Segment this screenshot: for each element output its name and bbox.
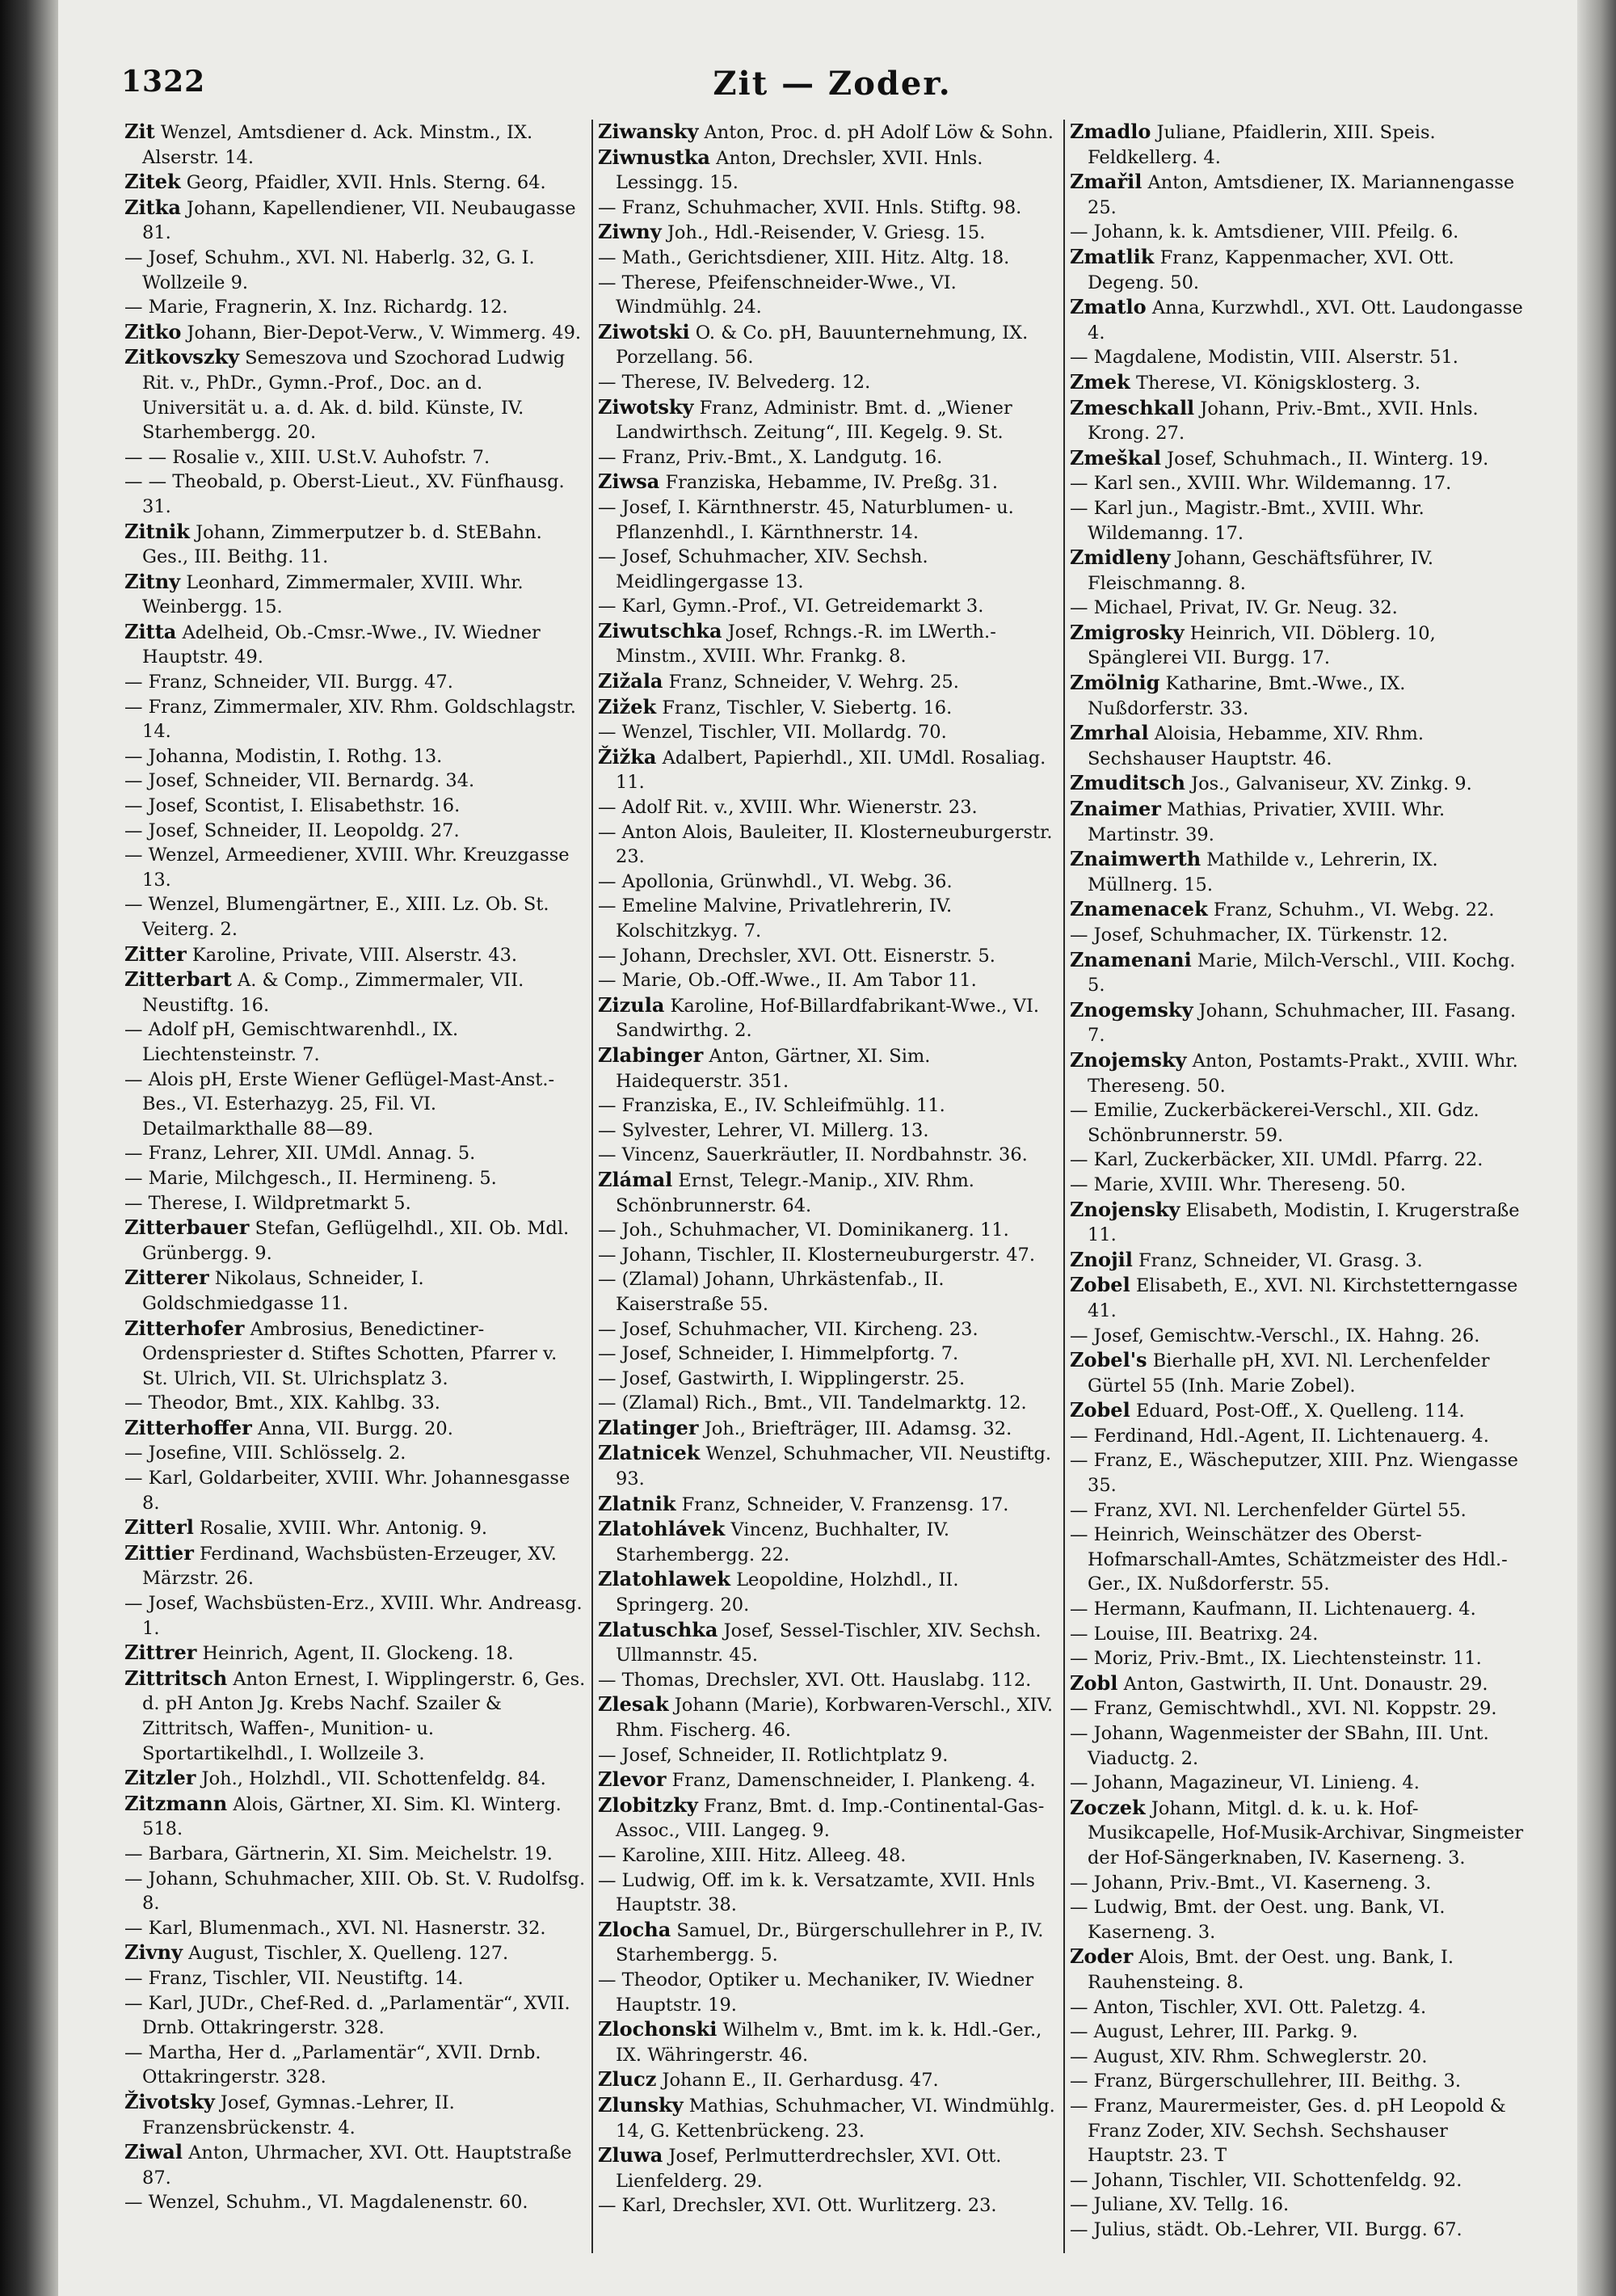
running-title: Zit — Zoder. xyxy=(713,65,952,103)
directory-entry: Zit Wenzel, Amtsdiener d. Ack. Minstm., IX. Alserstr. 14. xyxy=(124,120,533,168)
directory-entry: Zitko Johann, Bier-Depot-Verw., V. Wimmerg. 49. xyxy=(124,319,582,343)
entry-surname: Zlatohlávek xyxy=(598,1517,726,1541)
directory-entry: — Karoline, XIII. Hitz. Alleeg. 48. xyxy=(598,1844,907,1866)
directory-entry: Zmatlo Anna, Kurzwhdl., XVI. Ott. Laudongasse 4. xyxy=(1070,295,1523,343)
directory-entry: — Moriz, Priv.-Bmt., IX. Liechtensteinstr. 11. xyxy=(1070,1648,1482,1670)
entry-surname: Zit xyxy=(124,120,155,143)
entry-surname: Zlatnik xyxy=(598,1491,676,1515)
directory-entry: — Johann, Wagenmeister der SBahn, III. Unt. Viaductg. 2. xyxy=(1070,1723,1489,1769)
entry-surname: Zoczek xyxy=(1070,1795,1146,1819)
directory-entry: — Vincenz, Sauerkräutler, II. Nordbahnstr. 36. xyxy=(598,1144,1028,1166)
entry-surname: Zmatlo xyxy=(1070,295,1147,319)
directory-entry: Zmařil Anton, Amtsdiener, IX. Mariannengasse 25. xyxy=(1070,170,1515,218)
entry-surname: Zitterhoffer xyxy=(124,1415,252,1439)
entry-surname: Zobl xyxy=(1070,1670,1118,1695)
directory-entry: Zižek Franz, Tischler, V. Siebertg. 16. xyxy=(598,694,953,718)
directory-entry: Zittier Ferdinand, Wachsbüsten-Erzeuger, XV. Märzstr. 26. xyxy=(124,1540,557,1590)
entry-surname: Životsky xyxy=(124,2089,215,2113)
entry-surname: Zlatuschka xyxy=(598,1617,718,1641)
directory-entry: — Franz, Bürgerschullehrer, III. Beithg. 3. xyxy=(1070,2071,1462,2092)
directory-entry: — Hermann, Kaufmann, II. Lichtenauerg. 4. xyxy=(1070,1599,1476,1620)
directory-entry: Ziwnustka Anton, Drechsler, XVII. Hnls. Lessingg. 15. xyxy=(598,145,983,194)
directory-columns xyxy=(120,120,1543,2253)
directory-entry: Zluwa Josef, Perlmutterdrechsler, XVI. Ott. Lienfelderg. 29. xyxy=(598,2143,1002,2192)
directory-entry: Zitterbauer Stefan, Geflügelhdl., XII. Ob. Mdl. Grünbergg. 9. xyxy=(124,1215,570,1264)
directory-entry: Zlunsky Mathias, Schuhmacher, VI. Windmühlg. 14, G. Kettenbrückeng. 23. xyxy=(598,2092,1055,2142)
directory-entry: Ziwal Anton, Uhrmacher, XVI. Ott. Hauptstraße 87. xyxy=(124,2140,572,2189)
directory-entry: — Ferdinand, Hdl.-Agent, II. Lichtenauerg. 4. xyxy=(1070,1425,1489,1447)
entry-surname: Zizula xyxy=(598,992,665,1017)
directory-entry: Ziwansky Anton, Proc. d. pH Adolf Löw & Sohn. xyxy=(598,120,1054,143)
entry-surname: Ziwal xyxy=(124,2140,183,2164)
directory-entry: Zitka Johann, Kapellendiener, VII. Neubaugasse 81. xyxy=(124,195,576,244)
directory-entry: — Karl, Goldarbeiter, XVIII. Whr. Johannesgasse 8. xyxy=(124,1468,570,1514)
directory-entry: — Franz, Gemischtwhdl., XVI. Nl. Koppstr. 29. xyxy=(1070,1698,1497,1720)
directory-entry: — Michael, Privat, IV. Gr. Neug. 32. xyxy=(1070,597,1398,619)
entry-surname: Ziwansky xyxy=(598,120,699,143)
directory-entry: — Franz, Maurermeister, Ges. d. pH Leopold & Franz Zoder, XIV. Sechsh. Sechshauser Hauptstr. 23. T xyxy=(1070,2095,1506,2167)
directory-entry: Zmölnig Katharine, Bmt.-Wwe., IX. Nußdorferstr. 33. xyxy=(1070,671,1406,719)
directory-entry: Ziwutschka Josef, Rchngs.-R. im LWerth.-Minstm., XVIII. Whr. Frankg. 8. xyxy=(598,618,996,668)
entry-surname: Zobel's xyxy=(1070,1348,1147,1372)
directory-entry: — Barbara, Gärtnerin, XI. Sim. Meichelstr. 19. xyxy=(124,1843,553,1864)
directory-entry: Životsky Josef, Gymnas.-Lehrer, II. Franzensbrückenstr. 4. xyxy=(124,2089,455,2138)
entry-surname: Zitterbart xyxy=(124,967,232,992)
entry-surname: Zitzmann xyxy=(124,1791,228,1815)
entry-surname: Zobel xyxy=(1070,1398,1130,1422)
directory-entry: — Wenzel, Armeediener, XVIII. Whr. Kreuzgasse 13. xyxy=(124,845,570,891)
directory-entry: — Adolf Rit. v., XVIII. Whr. Wienerstr. 23. xyxy=(598,797,978,819)
directory-entry: — Wenzel, Schuhm., VI. Magdalenenstr. 60. xyxy=(124,2192,528,2214)
directory-entry: — Karl, Blumenmach., XVI. Nl. Hasnerstr. 32. xyxy=(124,1917,546,1939)
entry-surname: Zlevor xyxy=(598,1767,667,1792)
directory-entry: Zitzmann Alois, Gärtner, XI. Sim. Kl. Winterg. 518. xyxy=(124,1791,562,1840)
directory-entry: — Josef, Schuhmacher, IX. Türkenstr. 12. xyxy=(1070,925,1449,946)
directory-entry: — Ludwig, Bmt. der Oest. ung. Bank, VI. Kaserneng. 3. xyxy=(1070,1897,1446,1943)
directory-entry: Zobel's Bierhalle pH, XVI. Nl. Lerchenfelder Gürtel 55 (Inh. Marie Zobel). xyxy=(1070,1348,1490,1397)
entry-surname: Zittritsch xyxy=(124,1666,228,1690)
directory-entry: — Franziska, E., IV. Schleifmühlg. 11. xyxy=(598,1095,945,1117)
directory-entry: — Johann, Drechsler, XVI. Ott. Eisnerstr. 5. xyxy=(598,945,995,967)
directory-entry: — Franz, Schuhmacher, XVII. Hnls. Stiftg. 98. xyxy=(598,196,1022,218)
entry-surname: Znamenacek xyxy=(1070,897,1208,921)
entry-surname: Zmölnig xyxy=(1070,671,1160,695)
entry-surname: Zitka xyxy=(124,195,181,219)
directory-entry: — — Theobald, p. Oberst-Lieut., XV. Fünfhausg. 31. xyxy=(124,471,565,517)
directory-entry: — Wenzel, Blumengärtner, E., XIII. Lz. Ob. St. Veiterg. 2. xyxy=(124,894,549,940)
directory-entry: Zmeschkall Johann, Priv.-Bmt., XVII. Hnls. Krong. 27. xyxy=(1070,395,1479,444)
directory-entry: — Anton Alois, Bauleiter, II. Klosterneuburgerstr. 23. xyxy=(598,821,1053,868)
directory-entry: Znaimer Mathias, Privatier, XVIII. Whr. Martinstr. 39. xyxy=(1070,797,1446,845)
directory-entry: — — Rosalie v., XIII. U.St.V. Auhofstr. 7. xyxy=(124,446,490,468)
column-2 xyxy=(591,120,1063,2253)
directory-entry: Zitkovszky Semeszova und Szochorad Ludwig Rit. v., PhDr., Gymn.-Prof., Doc. an d. Universität u. a. d. Ak. d. bild. Künste, IV. Starhembergg. 20. xyxy=(124,345,566,444)
entry-surname: Zitnik xyxy=(124,519,190,543)
entry-surname: Zmuditsch xyxy=(1070,771,1185,795)
entry-surname: Zlucz xyxy=(598,2067,657,2092)
entry-surname: Zlesak xyxy=(598,1692,669,1717)
directory-entry: Zitterhoffer Anna, VII. Burgg. 20. xyxy=(124,1415,453,1439)
entry-surname: Zlatnicek xyxy=(598,1441,701,1465)
directory-entry: — Wenzel, Tischler, VII. Mollardg. 70. xyxy=(598,722,947,744)
directory-entry: Zobl Anton, Gastwirth, II. Unt. Donaustr. 29. xyxy=(1070,1670,1488,1695)
directory-entry: Zitnik Johann, Zimmerputzer b. d. StEBahn. Ges., III. Beithg. 11. xyxy=(124,519,542,568)
entry-surname: Zmigrosky xyxy=(1070,620,1185,644)
directory-entry: Zlobitzky Franz, Bmt. d. Imp.-Continental-Gas-Assoc., VIII. Langeg. 9. xyxy=(598,1793,1045,1842)
entry-surname: Znojemsky xyxy=(1070,1047,1187,1072)
directory-entry: — Josef, Gemischtw.-Verschl., IX. Hahng. 26. xyxy=(1070,1325,1480,1346)
directory-entry: — Josef, Wachsbüsten-Erz., XVIII. Whr. Andreasg. 1. xyxy=(124,1593,583,1639)
directory-entry: — Josef, I. Kärnthnerstr. 45, Naturblumen- u. Pflanzenhdl., I. Kärnthnerstr. 14. xyxy=(598,496,1014,543)
entry-surname: Znojensky xyxy=(1070,1197,1180,1221)
directory-entry: — Therese, Pfeifenschneider-Wwe., VI. Windmühlg. 24. xyxy=(598,272,957,318)
entry-surname: Zmadlo xyxy=(1070,120,1151,143)
directory-entry: Zittrer Heinrich, Agent, II. Glockeng. 18. xyxy=(124,1641,514,1665)
entry-surname: Znaimwerth xyxy=(1070,847,1201,871)
entry-surname: Zittier xyxy=(124,1540,194,1565)
directory-entry: Zobel Eduard, Post-Off., X. Quelleng. 114. xyxy=(1070,1398,1465,1422)
entry-surname: Zižala xyxy=(598,669,663,693)
entry-surname: Zlámal xyxy=(598,1167,673,1191)
entry-surname: Zitkovszky xyxy=(124,345,240,369)
directory-entry: — Karl, JUDr., Chef-Red. d. „Parlamentär“, XVII. Drnb. Ottakringerstr. 328. xyxy=(124,1992,570,2039)
directory-entry: Zitzler Joh., Holzhdl., VII. Schottenfeldg. 84. xyxy=(124,1766,546,1790)
directory-entry: — Franz, Zimmermaler, XIV. Rhm. Goldschlagstr. 14. xyxy=(124,696,576,743)
entry-surname: Zitterer xyxy=(124,1266,209,1290)
directory-entry: — Franz, Schneider, VII. Burgg. 47. xyxy=(124,672,453,693)
directory-entry: — Karl sen., XVIII. Whr. Wildemanng. 17. xyxy=(1070,473,1452,495)
directory-entry: Zižala Franz, Schneider, V. Wehrg. 25. xyxy=(598,669,959,693)
column-3 xyxy=(1063,120,1535,2253)
directory-entry: — Josef, Schuhmacher, XIV. Sechsh. Meidlingergasse 13. xyxy=(598,546,928,592)
directory-entry: — (Zlamal) Johann, Uhrkästenfab., II. Kaiserstraße 55. xyxy=(598,1269,945,1315)
directory-entry: — Johanna, Modistin, I. Rothg. 13. xyxy=(124,745,443,767)
directory-entry: Zmigrosky Heinrich, VII. Döblerg. 10, Spänglerei VII. Burgg. 17. xyxy=(1070,620,1436,669)
directory-entry: Znojil Franz, Schneider, VI. Grasg. 3. xyxy=(1070,1247,1423,1271)
directory-entry: Znojensky Elisabeth, Modistin, I. Krugerstraße 11. xyxy=(1070,1197,1520,1246)
directory-entry: Zitterer Nikolaus, Schneider, I. Goldschmiedgasse 11. xyxy=(124,1266,424,1314)
entry-surname: Zlatohlawek xyxy=(598,1567,730,1591)
directory-entry: Zlámal Ernst, Telegr.-Manip., XIV. Rhm. Schönbrunnerstr. 64. xyxy=(598,1167,974,1216)
directory-entry: Zitta Adelheid, Ob.-Cmsr.-Wwe., IV. Wiedner Hauptstr. 49. xyxy=(124,619,541,668)
directory-entry: — Ludwig, Off. im k. k. Versatzamte, XVII. Hnls Hauptstr. 38. xyxy=(598,1869,1035,1916)
directory-entry: — Johann, k. k. Amtsdiener, VIII. Pfeilg. 6. xyxy=(1070,221,1459,243)
entry-surname: Ziwnustka xyxy=(598,145,710,169)
entry-surname: Zluwa xyxy=(598,2143,663,2168)
entry-surname: Zitek xyxy=(124,170,181,194)
entry-surname: Ziwny xyxy=(598,220,662,244)
directory-entry: — Anton, Tischler, XVI. Ott. Paletzg. 4. xyxy=(1070,1996,1427,2018)
directory-entry: — Emeline Malvine, Privatlehrerin, IV. Kolschitzkyg. 7. xyxy=(598,895,953,942)
entry-surname: Zitterhofer xyxy=(124,1316,245,1340)
entry-surname: Zitterbauer xyxy=(124,1215,250,1240)
directory-entry: — Marie, Fragnerin, X. Inz. Richardg. 12. xyxy=(124,297,508,318)
directory-entry: — Franz, XVI. Nl. Lerchenfelder Gürtel 55. xyxy=(1070,1499,1467,1521)
entry-surname: Zmatlik xyxy=(1070,244,1155,268)
directory-entry: — Thomas, Drechsler, XVI. Ott. Hauslabg. 112. xyxy=(598,1669,1032,1691)
entry-surname: Zmek xyxy=(1070,369,1130,394)
directory-entry: — Josef, Schneider, II. Leopoldg. 27. xyxy=(124,819,460,841)
directory-entry: Zmatlik Franz, Kappenmacher, XVI. Ott. Degeng. 50. xyxy=(1070,244,1454,293)
directory-entry: — Karl jun., Magistr.-Bmt., XVIII. Whr. Wildemanng. 17. xyxy=(1070,497,1425,544)
directory-entry: — Marie, Ob.-Off.-Wwe., II. Am Tabor 11. xyxy=(598,970,977,992)
directory-entry: — Franz, E., Wäscheputzer, XIII. Pnz. Wiengasse 35. xyxy=(1070,1450,1518,1497)
directory-entry: — Franz, Tischler, VII. Neustiftg. 14. xyxy=(124,1967,464,1989)
directory-entry: Ziwotski O. & Co. pH, Bauunternehmung, IX. Porzellang. 56. xyxy=(598,319,1029,369)
entry-surname: Zitter xyxy=(124,942,187,966)
entry-surname: Zoder xyxy=(1070,1944,1134,1969)
directory-entry: — Marie, Milchgesch., II. Hermineng. 5. xyxy=(124,1167,497,1189)
entry-surname: Zmidleny xyxy=(1070,546,1171,570)
directory-entry: Znogemsky Johann, Schuhmacher, III. Fasang. 7. xyxy=(1070,997,1517,1047)
directory-entry: Zitterhofer Ambrosius, Benedictiner-Ordenspriester d. Stiftes Schotten, Pfarrer v. St. Ulrich, VII. St. Ulrichsplatz 3. xyxy=(124,1316,558,1389)
entry-surname: Zlocha xyxy=(598,1917,671,1941)
directory-entry: Zitterbart A. & Comp., Zimmermaler, VII. Neustiftg. 16. xyxy=(124,967,524,1016)
directory-entry: — Josef, Scontist, I. Elisabethstr. 16. xyxy=(124,795,461,817)
directory-entry: — Johann, Tischler, II. Klosterneuburgerstr. 47. xyxy=(598,1244,1036,1266)
directory-entry: Žižka Adalbert, Papierhdl., XII. UMdl. Rosaliag. 11. xyxy=(598,744,1046,794)
entry-surname: Znojil xyxy=(1070,1247,1133,1271)
directory-entry: — Johann, Schuhmacher, XIII. Ob. St. V. Rudolfsg. 8. xyxy=(124,1868,586,1915)
directory-entry: — Josef, Schneider, VII. Bernardg. 34. xyxy=(124,770,475,792)
entry-surname: Zlunsky xyxy=(598,2092,684,2117)
directory-entry: Ziwny Joh., Hdl.-Reisender, V. Griesg. 15. xyxy=(598,220,986,244)
directory-entry: — Emilie, Zuckerbäckerei-Verschl., XII. Gdz. Schönbrunnerstr. 59. xyxy=(1070,1100,1479,1146)
directory-entry: — Marie, XVIII. Whr. Thereseng. 50. xyxy=(1070,1173,1406,1195)
directory-entry: — Josef, Schneider, II. Rotlichtplatz 9. xyxy=(598,1744,949,1766)
directory-entry: — Josef, Schuhmacher, VII. Kircheng. 23. xyxy=(598,1318,978,1340)
directory-entry: Znaimwerth Mathilde v., Lehrerin, IX. Müllnerg. 15. xyxy=(1070,847,1438,895)
directory-entry: — Therese, IV. Belvederg. 12. xyxy=(598,371,871,393)
directory-entry: Zmek Therese, VI. Königsklosterg. 3. xyxy=(1070,369,1421,394)
entry-surname: Znamenani xyxy=(1070,947,1192,971)
entry-surname: Znogemsky xyxy=(1070,997,1193,1022)
entry-surname: Ziwotski xyxy=(598,319,690,343)
directory-entry: Zmrhal Aloisia, Hebamme, XIV. Rhm. Sechshauser Hauptstr. 46. xyxy=(1070,721,1424,769)
directory-entry: Zmadlo Juliane, Pfaidlerin, XIII. Speis. Feldkellerg. 4. xyxy=(1070,120,1436,168)
directory-entry: — Johann, Tischler, VII. Schottenfeldg. 92. xyxy=(1070,2169,1462,2191)
directory-entry: — Theodor, Bmt., XIX. Kahlbg. 33. xyxy=(124,1392,440,1414)
entry-surname: Zitzler xyxy=(124,1766,196,1790)
directory-entry: — Josef, Schuhm., XVI. Nl. Haberlg. 32, G. I. Wollzeile 9. xyxy=(124,246,535,293)
directory-entry: Zlatuschka Josef, Sessel-Tischler, XIV. Sechsh. Ullmannstr. 45. xyxy=(598,1617,1042,1666)
entry-surname: Zlochonski xyxy=(598,2017,718,2041)
directory-entry: Znamenani Marie, Milch-Verschl., VIII. Kochg. 5. xyxy=(1070,947,1516,996)
directory-entry: Zoczek Johann, Mitgl. d. k. u. k. Hof-Musikcapelle, Hof-Musik-Archivar, Singmeister der Hof-Sängerknaben, IV. Kaserneng. 3. xyxy=(1070,1795,1524,1868)
page-header xyxy=(121,65,1543,113)
directory-entry: Zmeškal Josef, Schuhmach., II. Winterg. 19. xyxy=(1070,445,1489,470)
entry-surname: Zižek xyxy=(598,694,657,718)
directory-entry: — Joh., Schuhmacher, VI. Dominikanerg. 11. xyxy=(598,1220,1009,1241)
directory-entry: Znojemsky Anton, Postamts-Prakt., XVIII. Whr. Thereseng. 50. xyxy=(1070,1047,1518,1097)
entry-surname: Zivny xyxy=(124,1940,183,1965)
directory-entry: Zlatinger Joh., Briefträger, III. Adamsg. 32. xyxy=(598,1415,1012,1439)
directory-entry: — Therese, I. Wildpretmarkt 5. xyxy=(124,1192,411,1214)
directory-entry: Zitek Georg, Pfaidler, XVII. Hnls. Sterng. 64. xyxy=(124,170,546,194)
directory-entry: Zlesak Johann (Marie), Korbwaren-Verschl., XIV. Rhm. Fischerg. 46. xyxy=(598,1692,1053,1741)
directory-entry: Ziwsa Franziska, Hebamme, IV. Preßg. 31. xyxy=(598,470,999,494)
directory-entry: — Apollonia, Grünwhdl., VI. Webg. 36. xyxy=(598,870,953,892)
entry-surname: Zmrhal xyxy=(1070,721,1149,745)
directory-entry: Zizula Karoline, Hof-Billardfabrikant-Wwe., VI. Sandwirthg. 2. xyxy=(598,992,1040,1042)
directory-entry: — Julius, städt. Ob.-Lehrer, VII. Burgg. 67. xyxy=(1070,2218,1462,2240)
entry-surname: Žižka xyxy=(598,744,657,769)
entry-surname: Zlobitzky xyxy=(598,1793,698,1817)
directory-entry: — Franz, Priv.-Bmt., X. Landgutg. 16. xyxy=(598,446,943,468)
entry-surname: Zitko xyxy=(124,319,182,343)
directory-entry: — Karl, Gymn.-Prof., VI. Getreidemarkt 3. xyxy=(598,596,984,617)
entry-surname: Ziwutschka xyxy=(598,618,722,642)
directory-entry: — Josef, Gastwirth, I. Wipplingerstr. 25. xyxy=(598,1367,966,1389)
directory-entry: — Sylvester, Lehrer, VI. Millerg. 13. xyxy=(598,1119,929,1141)
entry-surname: Ziwsa xyxy=(598,470,660,494)
entry-surname: Zitta xyxy=(124,619,177,643)
directory-entry: — (Zlamal) Rich., Bmt., VII. Tandelmarktg. 12. xyxy=(598,1392,1027,1414)
directory-entry: — Johann, Priv.-Bmt., VI. Kaserneng. 3. xyxy=(1070,1872,1432,1894)
entry-surname: Ziwotsky xyxy=(598,394,694,419)
directory-entry: — Magdalene, Modistin, VIII. Alserstr. 51. xyxy=(1070,347,1458,369)
directory-entry: — Alois pH, Erste Wiener Geflügel-Mast-Anst.-Bes., VI. Esterhazyg. 25, Fil. VI. Detailmarkthalle 88—89. xyxy=(124,1068,555,1140)
directory-entry: — Josef, Schneider, I. Himmelpfortg. 7. xyxy=(598,1343,959,1365)
directory-entry: Zitny Leonhard, Zimmermaler, XVIII. Whr. Weinbergg. 15. xyxy=(124,569,524,618)
entry-surname: Zlatinger xyxy=(598,1415,699,1439)
directory-entry: Zitter Karoline, Private, VIII. Alserstr. 43. xyxy=(124,942,518,966)
entry-surname: Zmeschkall xyxy=(1070,395,1195,419)
directory-entry: Zmuditsch Jos., Galvaniseur, XV. Zinkg. 9. xyxy=(1070,771,1472,795)
directory-entry: Zlucz Johann E., II. Gerhardusg. 47. xyxy=(598,2067,939,2092)
directory-entry: — Heinrich, Weinschätzer des Oberst-Hofmarschall-Amtes, Schätzmeister des Hdl.-Ger., IX. Nußdorferstr. 55. xyxy=(1070,1524,1508,1595)
directory-entry: — Theodor, Optiker u. Mechaniker, IV. Wiedner Hauptstr. 19. xyxy=(598,1969,1034,2016)
directory-entry: Zlatnik Franz, Schneider, V. Franzensg. 17. xyxy=(598,1491,1009,1515)
entry-surname: Zobel xyxy=(1070,1273,1130,1297)
directory-entry: Zlatnicek Wenzel, Schuhmacher, VII. Neustiftg. 93. xyxy=(598,1441,1052,1490)
entry-surname: Zmeškal xyxy=(1070,445,1161,470)
directory-entry: — Louise, III. Beatrixg. 24. xyxy=(1070,1623,1319,1645)
directory-entry: Zobel Elisabeth, E., XVI. Nl. Kirchstetterngasse 41. xyxy=(1070,1273,1518,1321)
directory-entry: Ziwotsky Franz, Administr. Bmt. d. „Wiener Landwirthsch. Zeitung“, III. Kegelg. 9. St. xyxy=(598,394,1012,444)
entry-surname: Zlabinger xyxy=(598,1043,704,1067)
directory-entry: — Johann, Magazineur, VI. Linieng. 4. xyxy=(1070,1772,1420,1794)
page-number: 1322 xyxy=(121,65,206,99)
directory-entry: Zlatohlávek Vincenz, Buchhalter, IV. Starhembergg. 22. xyxy=(598,1517,950,1565)
directory-entry: Zittritsch Anton Ernest, I. Wipplingerstr. 6, Ges. d. pH Anton Jg. Krebs Nachf. Szailer & Zittritsch, Waffen-, Munition- u. Sportartikelhdl., I. Wollzeile 3. xyxy=(124,1666,586,1764)
entry-surname: Zmařil xyxy=(1070,170,1143,194)
entry-surname: Znaimer xyxy=(1070,797,1161,821)
directory-entry: — Karl, Zuckerbäcker, XII. UMdl. Pfarrg. 22. xyxy=(1070,1149,1483,1171)
directory-entry: — Josefine, VIII. Schlösselg. 2. xyxy=(124,1443,406,1464)
directory-entry: Zlocha Samuel, Dr., Bürgerschullehrer in P., IV. Starhembergg. 5. xyxy=(598,1917,1044,1966)
directory-entry: — Franz, Lehrer, XII. UMdl. Annag. 5. xyxy=(124,1143,476,1165)
directory-entry: Zlevor Franz, Damenschneider, I. Plankeng. 4. xyxy=(598,1767,1036,1792)
directory-entry: — August, Lehrer, III. Parkg. 9. xyxy=(1070,2021,1358,2043)
directory-entry: — Adolf pH, Gemischtwarenhdl., IX. Liechtensteinstr. 7. xyxy=(124,1019,459,1065)
directory-entry: Zitterl Rosalie, XVIII. Whr. Antonig. 9. xyxy=(124,1515,488,1540)
directory-entry: Zoder Alois, Bmt. der Oest. ung. Bank, I. Rauhensteing. 8. xyxy=(1070,1944,1454,1993)
entry-surname: Zittrer xyxy=(124,1641,197,1665)
directory-entry: — Martha, Her d. „Parlamentär“, XVII. Drnb. Ottakringerstr. 328. xyxy=(124,2041,541,2088)
directory-entry: — Juliane, XV. Tellg. 16. xyxy=(1070,2194,1290,2216)
directory-entry: — August, XIV. Rhm. Schweglerstr. 20. xyxy=(1070,2045,1428,2067)
directory-entry: — Math., Gerichtsdiener, XIII. Hitz. Altg. 18. xyxy=(598,246,1010,268)
directory-entry: — Karl, Drechsler, XVI. Ott. Wurlitzerg. 23. xyxy=(598,2195,997,2217)
entry-surname: Zitterl xyxy=(124,1515,194,1540)
entry-surname: Zitny xyxy=(124,569,181,593)
directory-entry: Zlabinger Anton, Gärtner, XI. Sim. Haidequerstr. 351. xyxy=(598,1043,931,1092)
directory-entry: Znamenacek Franz, Schuhm., VI. Webg. 22. xyxy=(1070,897,1495,921)
directory-entry: Zlochonski Wilhelm v., Bmt. im k. k. Hdl.-Ger., IX. Währingerstr. 46. xyxy=(598,2017,1042,2066)
column-1 xyxy=(120,120,591,2253)
directory-entry: Zivny August, Tischler, X. Quelleng. 127. xyxy=(124,1940,509,1965)
directory-entry: Zmidleny Johann, Geschäftsführer, IV. Fleischmanng. 8. xyxy=(1070,546,1434,594)
directory-entry: Zlatohlawek Leopoldine, Holzhdl., II. Springerg. 20. xyxy=(598,1567,959,1616)
